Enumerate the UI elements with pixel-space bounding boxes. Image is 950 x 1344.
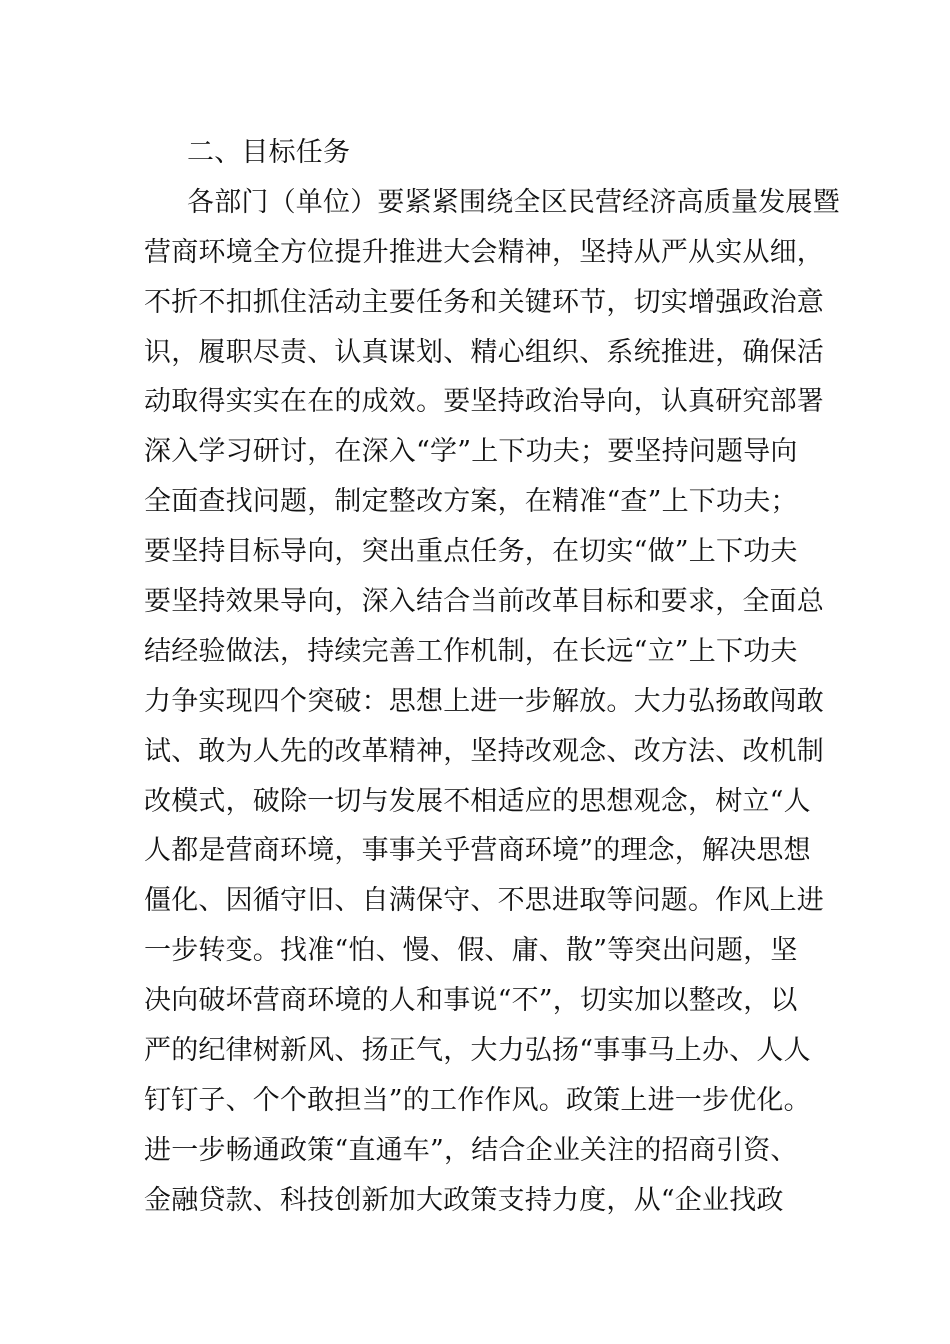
paragraph-line: 要坚持效果导向，深入结合当前改革目标和要求，全面总 — [144, 586, 824, 618]
paragraph-line: 进一步畅通政策“直通车”，结合企业关注的招商引资、 — [144, 1134, 798, 1166]
paragraph-line: 各部门（单位）要紧紧围绕全区民营经济高质量发展暨 — [187, 186, 840, 218]
paragraph-line: 结经验做法，持续完善工作机制，在长远“立”上下功夫 — [144, 635, 798, 667]
paragraph-line: 要坚持目标导向，突出重点任务，在切实“做”上下功夫 — [144, 536, 798, 568]
paragraph-line: 决向破坏营商环境的人和事说“不”，切实加以整改，以 — [144, 985, 798, 1017]
section-heading: 二、目标任务 — [187, 137, 351, 168]
paragraph-line: 改模式，破除一切与发展不相适应的思想观念，树立“人 — [144, 785, 811, 817]
body-text — [144, 128, 840, 1226]
paragraph-line: 严的纪律树新风、扬正气，大力弘扬“事事马上办、人人 — [144, 1035, 811, 1067]
paragraph-line: 试、敢为人先的改革精神，坚持改观念、改方法、改机制 — [144, 735, 824, 767]
paragraph-line: 钉钉子、个个敢担当”的工作作风。政策上进一步优化。 — [144, 1084, 811, 1116]
paragraph-line: 营商环境全方位提升推进大会精神，坚持从严从实从细， — [144, 236, 824, 268]
paragraph-line: 僵化、因循守旧、自满保守、不思进取等问题。作风上进 — [144, 885, 824, 917]
paragraph-line: 力争实现四个突破：思想上进一步解放。大力弘扬敢闯敢 — [144, 685, 824, 717]
paragraph-line: 深入学习研讨，在深入“学”上下功夫；要坚持问题导向 — [144, 436, 798, 468]
paragraph-line: 不折不扣抓住活动主要任务和关键环节，切实增强政治意 — [144, 286, 824, 318]
paragraph-line: 人都是营商环境，事事关乎营商环境”的理念，解决思想 — [144, 835, 811, 867]
paragraph-line: 动取得实实在在的成效。要坚持政治导向，认真研究部署 — [144, 386, 824, 418]
paragraph-line: 金融贷款、科技创新加大政策支持力度，从“企业找政 — [144, 1184, 784, 1216]
paragraph-line: 识，履职尽责、认真谋划、精心组织、系统推进，确保活 — [144, 336, 824, 368]
paragraph-line: 全面查找问题，制定整改方案，在精准“查”上下功夫； — [144, 486, 798, 518]
paragraph-line: 一步转变。找准“怕、慢、假、庸、散”等突出问题，坚 — [144, 935, 798, 967]
